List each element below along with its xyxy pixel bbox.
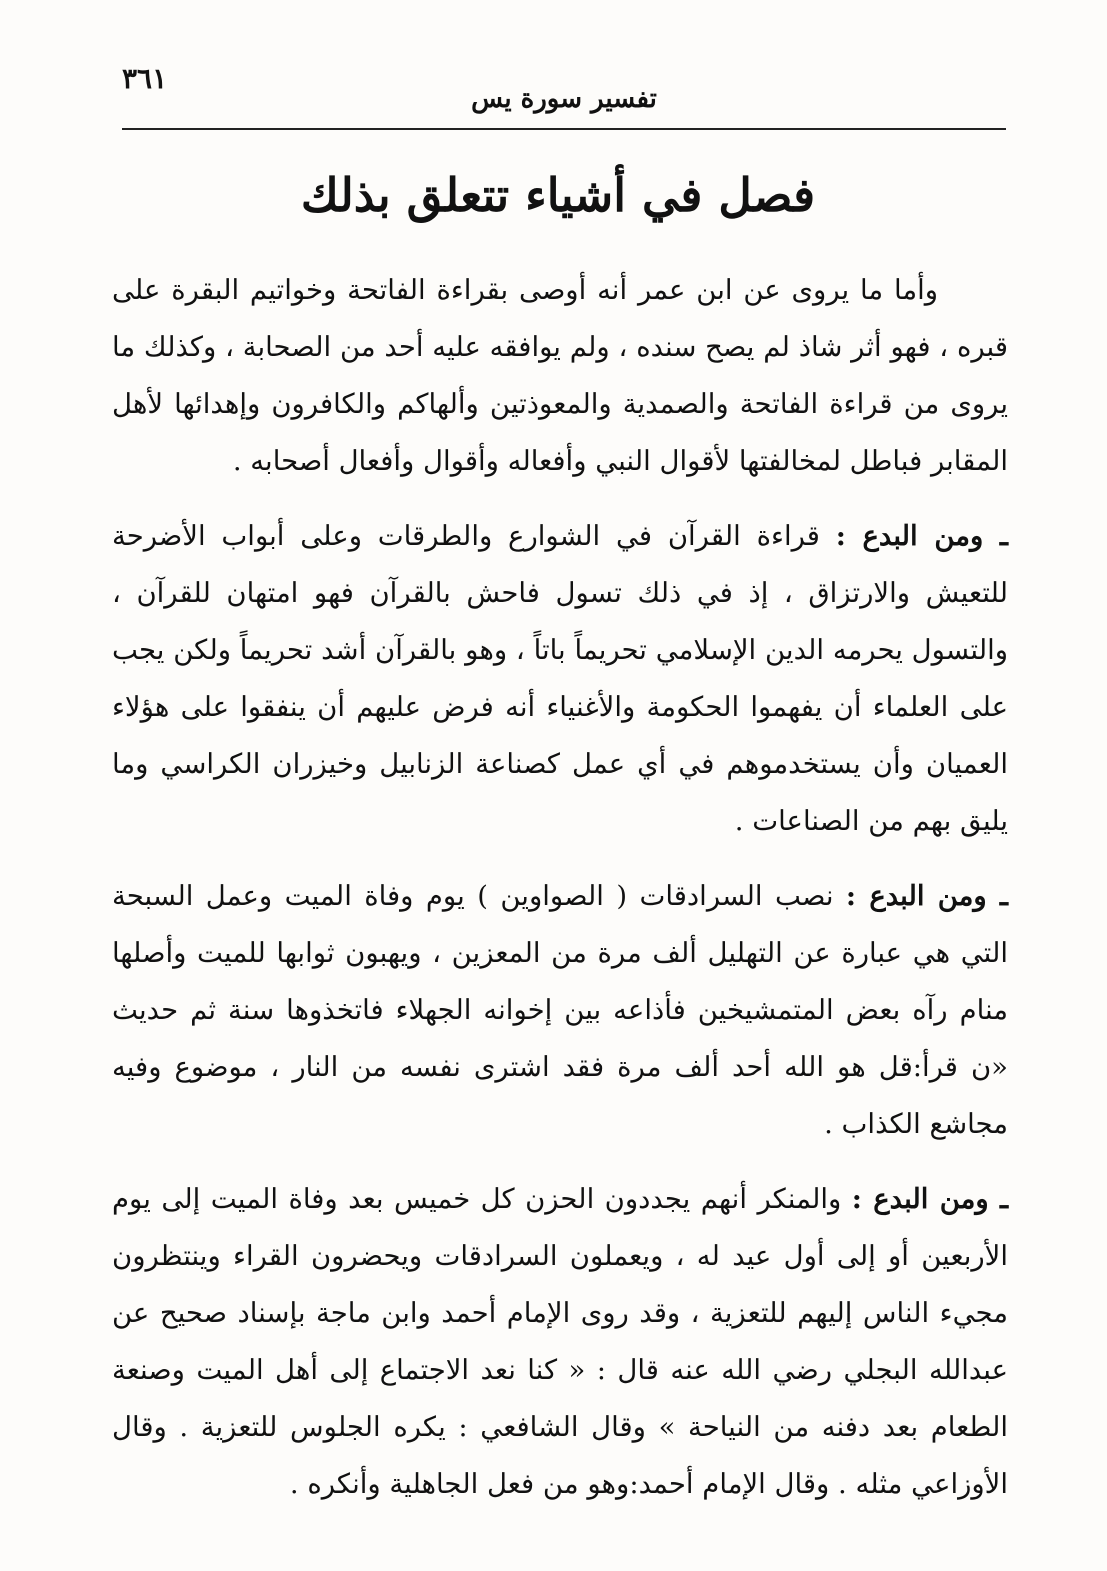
paragraph xyxy=(112,868,1008,1153)
paragraph-text: والمنكر أنهم يجددون الحزن كل خميس بعد وفاة الميت إلى يوم الأربعين أو إلى أول عيد له ، ويعملون السرادقات ويحضرون القراء وينتظرون مجيء الناس إليهم للتعزية ، وقد روى الإمام أحمد وابن ماجة بإسناد صحيح عن عبدالله البجلي رضي الله عنه قال : « كنا نعد الاجتماع إلى أهل الميت وصنعة الطعام بعد دفنه من النياحة » وقال الشافعي : يكره الجلوس للتعزية . وقال الأوزاعي مثله . وقال الإمام أحمد:وهو من فعل الجاهلية وأنكره . xyxy=(112,1183,1008,1500)
body-text xyxy=(112,262,1008,1552)
paragraph-lead: ـ ومن البدع : xyxy=(835,520,1008,552)
paragraph-text: نصب السرادقات ( الصواوين ) يوم وفاة الميت وعمل السبحة التي هي عبارة عن التهليل ألف مرة من المعزين ، ويهبون ثوابها للميت وأصلها منام رآه بعض المتمشيخين فأذاعه بين إخوانه الجهلاء فاتخذوها سنة ثم حديث «ن قرأ:قل هو الله أحد ألف مرة فقد اشترى نفسه من النار ، موضوع وفيه مجاشع الكذاب . xyxy=(112,880,1008,1140)
page-header xyxy=(122,62,1006,130)
paragraph xyxy=(112,508,1008,850)
paragraph-text: قراءة القرآن في الشوارع والطرقات وعلى أبواب الأضرحة للتعيش والارتزاق ، إذ في ذلك تسول فاحش بالقرآن فهو امتهان للقرآن ، والتسول يحرمه الدين الإسلامي تحريماً باتاً ، وهو بالقرآن أشد تحريماً ولكن يجب على العلماء أن يفهموا الحكومة والأغنياء أنه فرض عليهم أن ينفقوا على هؤلاء العميان وأن يستخدموهم في أي عمل كصناعة الزنابيل وخيزران الكراسي وما يليق بهم من الصناعات . xyxy=(112,520,1008,837)
paragraph-lead: ـ ومن البدع : xyxy=(851,1183,1008,1215)
paragraph-text: وأما ما يروى عن ابن عمر أنه أوصى بقراءة الفاتحة وخواتيم البقرة على قبره ، فهو أثر شاذ لم يصح سنده ، ولم يوافقه عليه أحد من الصحابة ، وكذلك ما يروى من قراءة الفاتحة والصمدية والمعوذتين وألهاكم والكافرون وإهدائها لأهل المقابر فباطل لمخالفتها لأقوال النبي وأفعاله وأقوال وأفعال أصحابه . xyxy=(112,274,1008,477)
page-number: ٣٦١ xyxy=(122,62,168,95)
paragraph xyxy=(112,262,1008,490)
paragraph xyxy=(112,1171,1008,1513)
running-title: تفسير سورة يس xyxy=(471,84,657,114)
section-title: فصل في أشياء تتعلق بذلك xyxy=(300,168,816,222)
paragraph-lead: ـ ومن البدع : xyxy=(845,880,1008,912)
